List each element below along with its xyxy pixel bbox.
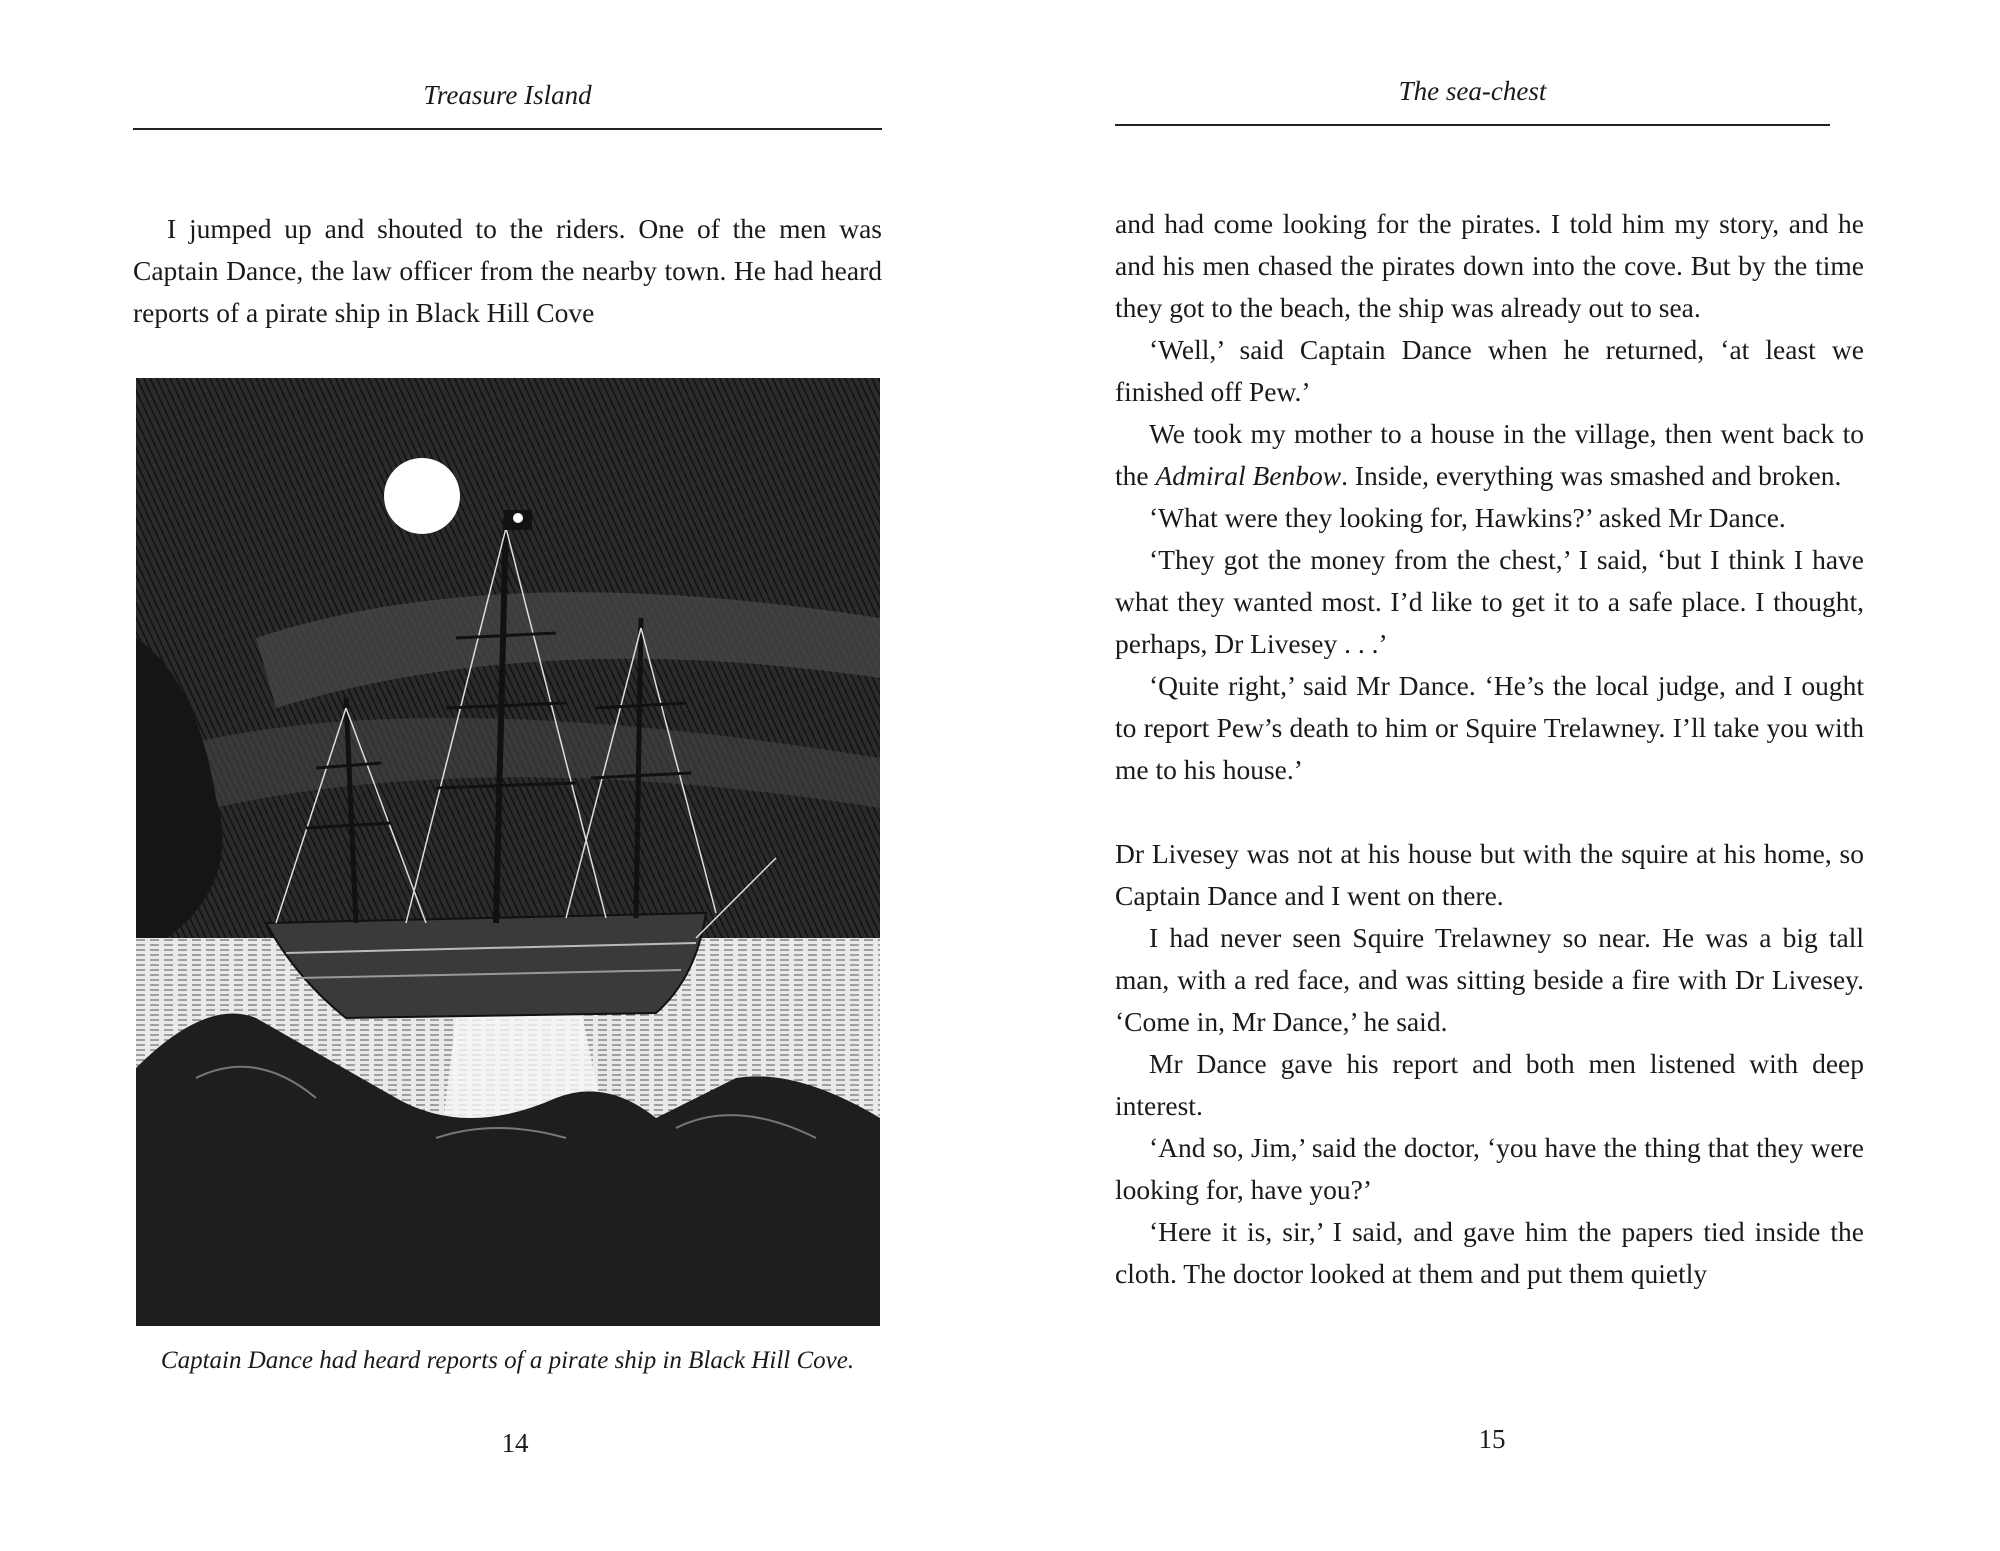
- page-number-right: 15: [1478, 1424, 1506, 1454]
- inn-name-italic: Admiral Benbow: [1155, 460, 1342, 491]
- ship-hull: [266, 913, 706, 1018]
- paragraph: [1115, 413, 1864, 497]
- paragraph: I jumped up and shouted to the riders. One of the men was Captain Dance, the law officer from the nearby town. He had heard reports of a pirate ship in Black Hill Cove: [133, 213, 882, 328]
- illustration-caption: Captain Dance had heard reports of a pirate ship in Black Hill Cove.: [160, 1347, 855, 1374]
- paragraph: Mr Dance gave his report and both men listened with deep interest.: [1115, 1048, 1864, 1121]
- running-head-right: The sea-chest: [1115, 76, 1830, 126]
- paragraph: ‘What were they looking for, Hawkins?’ asked Mr Dance.: [1149, 502, 1786, 533]
- left-body-text: [133, 208, 882, 334]
- moon-icon: [384, 458, 460, 534]
- paragraph: ‘Well,’ said Captain Dance when he returned, ‘at least we finished off Pew.’: [1115, 334, 1864, 407]
- paragraph: ‘And so, Jim,’ said the doctor, ‘you have the thing that they were looking for, have you?’: [1115, 1132, 1864, 1205]
- night-sky: [136, 378, 880, 958]
- paragraph: ‘They got the money from the chest,’ I said, ‘but I think I have what they wanted most. I’d like to get it to a safe place. I thought, perhaps, Dr Livesey . . .’: [1115, 544, 1864, 659]
- paragraph: ‘Here it is, sir,’ I said, and gave him the papers tied inside the cloth. The doctor looked at them and put them quietly: [1115, 1216, 1864, 1289]
- right-body-text: [1115, 203, 1864, 1295]
- text-run: We took my mother to a house in the village, then went back to the: [1115, 418, 1864, 491]
- paragraph: ‘Quite right,’ said Mr Dance. ‘He’s the local judge, and I ought to report Pew’s death to him or Squire Trelawney. I’ll take you with me to his house.’: [1115, 670, 1864, 785]
- paragraph: and had come looking for the pirates. I told him my story, and he and his men chased the pirates down into the cove. But by the time they got to the beach, the ship was already out to sea.: [1115, 208, 1864, 323]
- paragraph: I had never seen Squire Trelawney so near. He was a big tall man, with a red face, and was sitting beside a fire with Dr Livesey. ‘Come in, Mr Dance,’ he said.: [1115, 922, 1864, 1037]
- skull-icon: [513, 513, 523, 523]
- pirate-ship-illustration: [136, 378, 880, 1326]
- page-number-left: 14: [501, 1428, 529, 1458]
- text-run: . Inside, everything was smashed and broken.: [1341, 460, 1842, 491]
- right-page: [1000, 0, 2000, 1551]
- paragraph: Dr Livesey was not at his house but with the squire at his home, so Captain Dance and I went on there.: [1115, 838, 1864, 911]
- running-head-left: Treasure Island: [133, 80, 882, 130]
